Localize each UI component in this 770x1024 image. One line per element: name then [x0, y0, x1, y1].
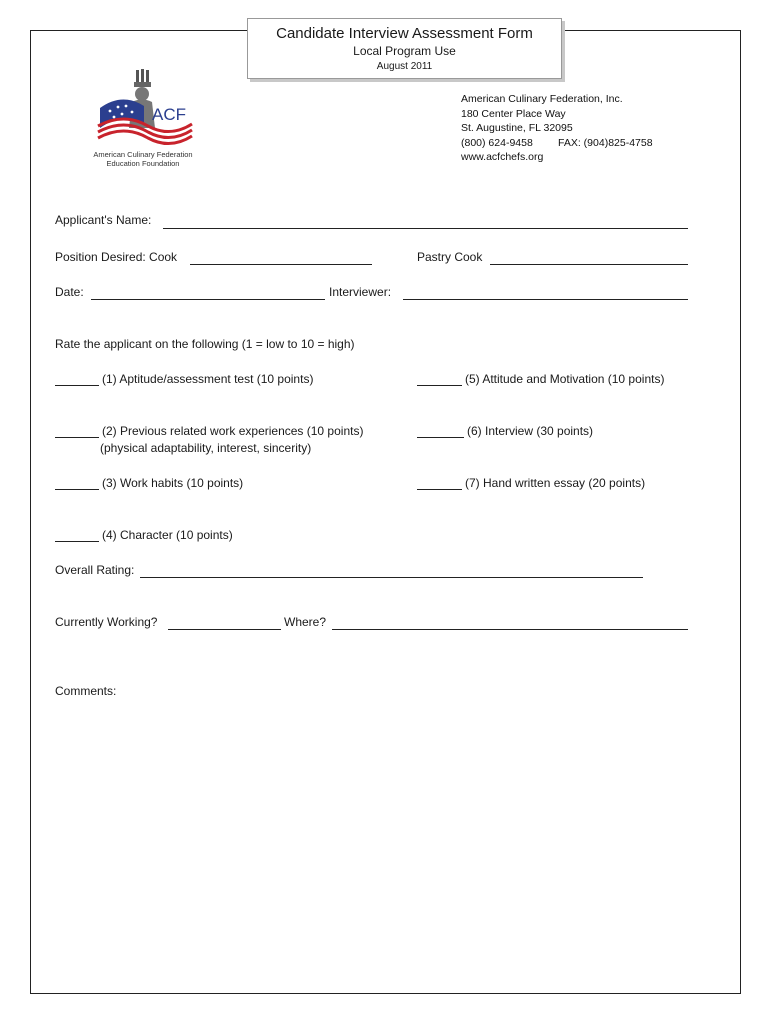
pastry-cook-field[interactable] — [490, 264, 688, 265]
applicant-name-field[interactable] — [163, 228, 688, 229]
rating-intro: Rate the applicant on the following (1 = low to 10 = high) — [55, 337, 355, 351]
overall-rating-label: Overall Rating: — [55, 563, 135, 577]
rating-item-label: (6) Interview (30 points) — [467, 424, 594, 438]
rating-item-label: (3) Work habits (10 points) — [102, 476, 244, 490]
position-desired-label: Position Desired: Cook — [55, 250, 178, 264]
date-field[interactable] — [91, 299, 325, 300]
logo-caption: American Culinary Federation Education Foundation — [93, 150, 193, 168]
rating-score-field[interactable] — [55, 437, 99, 438]
page-frame — [30, 30, 741, 994]
rating-item-sublabel: (physical adaptability, interest, sincerity) — [100, 441, 312, 455]
applicant-name-label: Applicant's Name: — [55, 213, 152, 227]
rating-item-label: (4) Character (10 points) — [102, 528, 233, 542]
rating-score-field[interactable] — [417, 437, 464, 438]
rating-score-field[interactable] — [417, 385, 462, 386]
rating-score-field[interactable] — [55, 489, 99, 490]
svg-text:ACF: ACF — [152, 105, 186, 124]
overall-rating-field[interactable] — [140, 577, 643, 578]
rating-item-label: (2) Previous related work experiences (10 points) — [102, 424, 364, 438]
rating-item-label: (5) Attitude and Motivation (10 points) — [465, 372, 665, 386]
interviewer-label: Interviewer: — [329, 285, 392, 299]
date-label: Date: — [55, 285, 84, 299]
address-phone: (800) 624-9458 — [461, 136, 533, 149]
interviewer-field[interactable] — [403, 299, 688, 300]
address-web: www.acfchefs.org — [461, 151, 544, 163]
address-street: 180 Center Place Way — [461, 107, 566, 120]
address-org: American Culinary Federation, Inc. — [461, 93, 623, 105]
where-label: Where? — [284, 615, 327, 629]
position-cook-field[interactable] — [190, 264, 372, 265]
form-title: Candidate Interview Assessment Form — [276, 25, 533, 42]
title-box — [247, 18, 562, 79]
address-block — [461, 92, 653, 165]
currently-working-field[interactable] — [168, 629, 281, 630]
currently-working-label: Currently Working? — [55, 615, 158, 629]
form-subtitle: Local Program Use — [353, 44, 456, 58]
rating-score-field[interactable] — [55, 541, 99, 542]
form-date: August 2011 — [376, 61, 433, 72]
rating-item-label: (7) Hand written essay (20 points) — [465, 476, 646, 490]
rating-score-field[interactable] — [417, 489, 462, 490]
rating-item-label: (1) Aptitude/assessment test (10 points) — [102, 372, 314, 386]
comments-label: Comments: — [55, 684, 117, 698]
pastry-cook-label: Pastry Cook — [417, 250, 483, 264]
where-field[interactable] — [332, 629, 688, 630]
address-fax: FAX: (904)825-4758 — [558, 136, 653, 149]
rating-score-field[interactable] — [55, 385, 99, 386]
address-city: St. Augustine, FL 32095 — [461, 122, 573, 134]
